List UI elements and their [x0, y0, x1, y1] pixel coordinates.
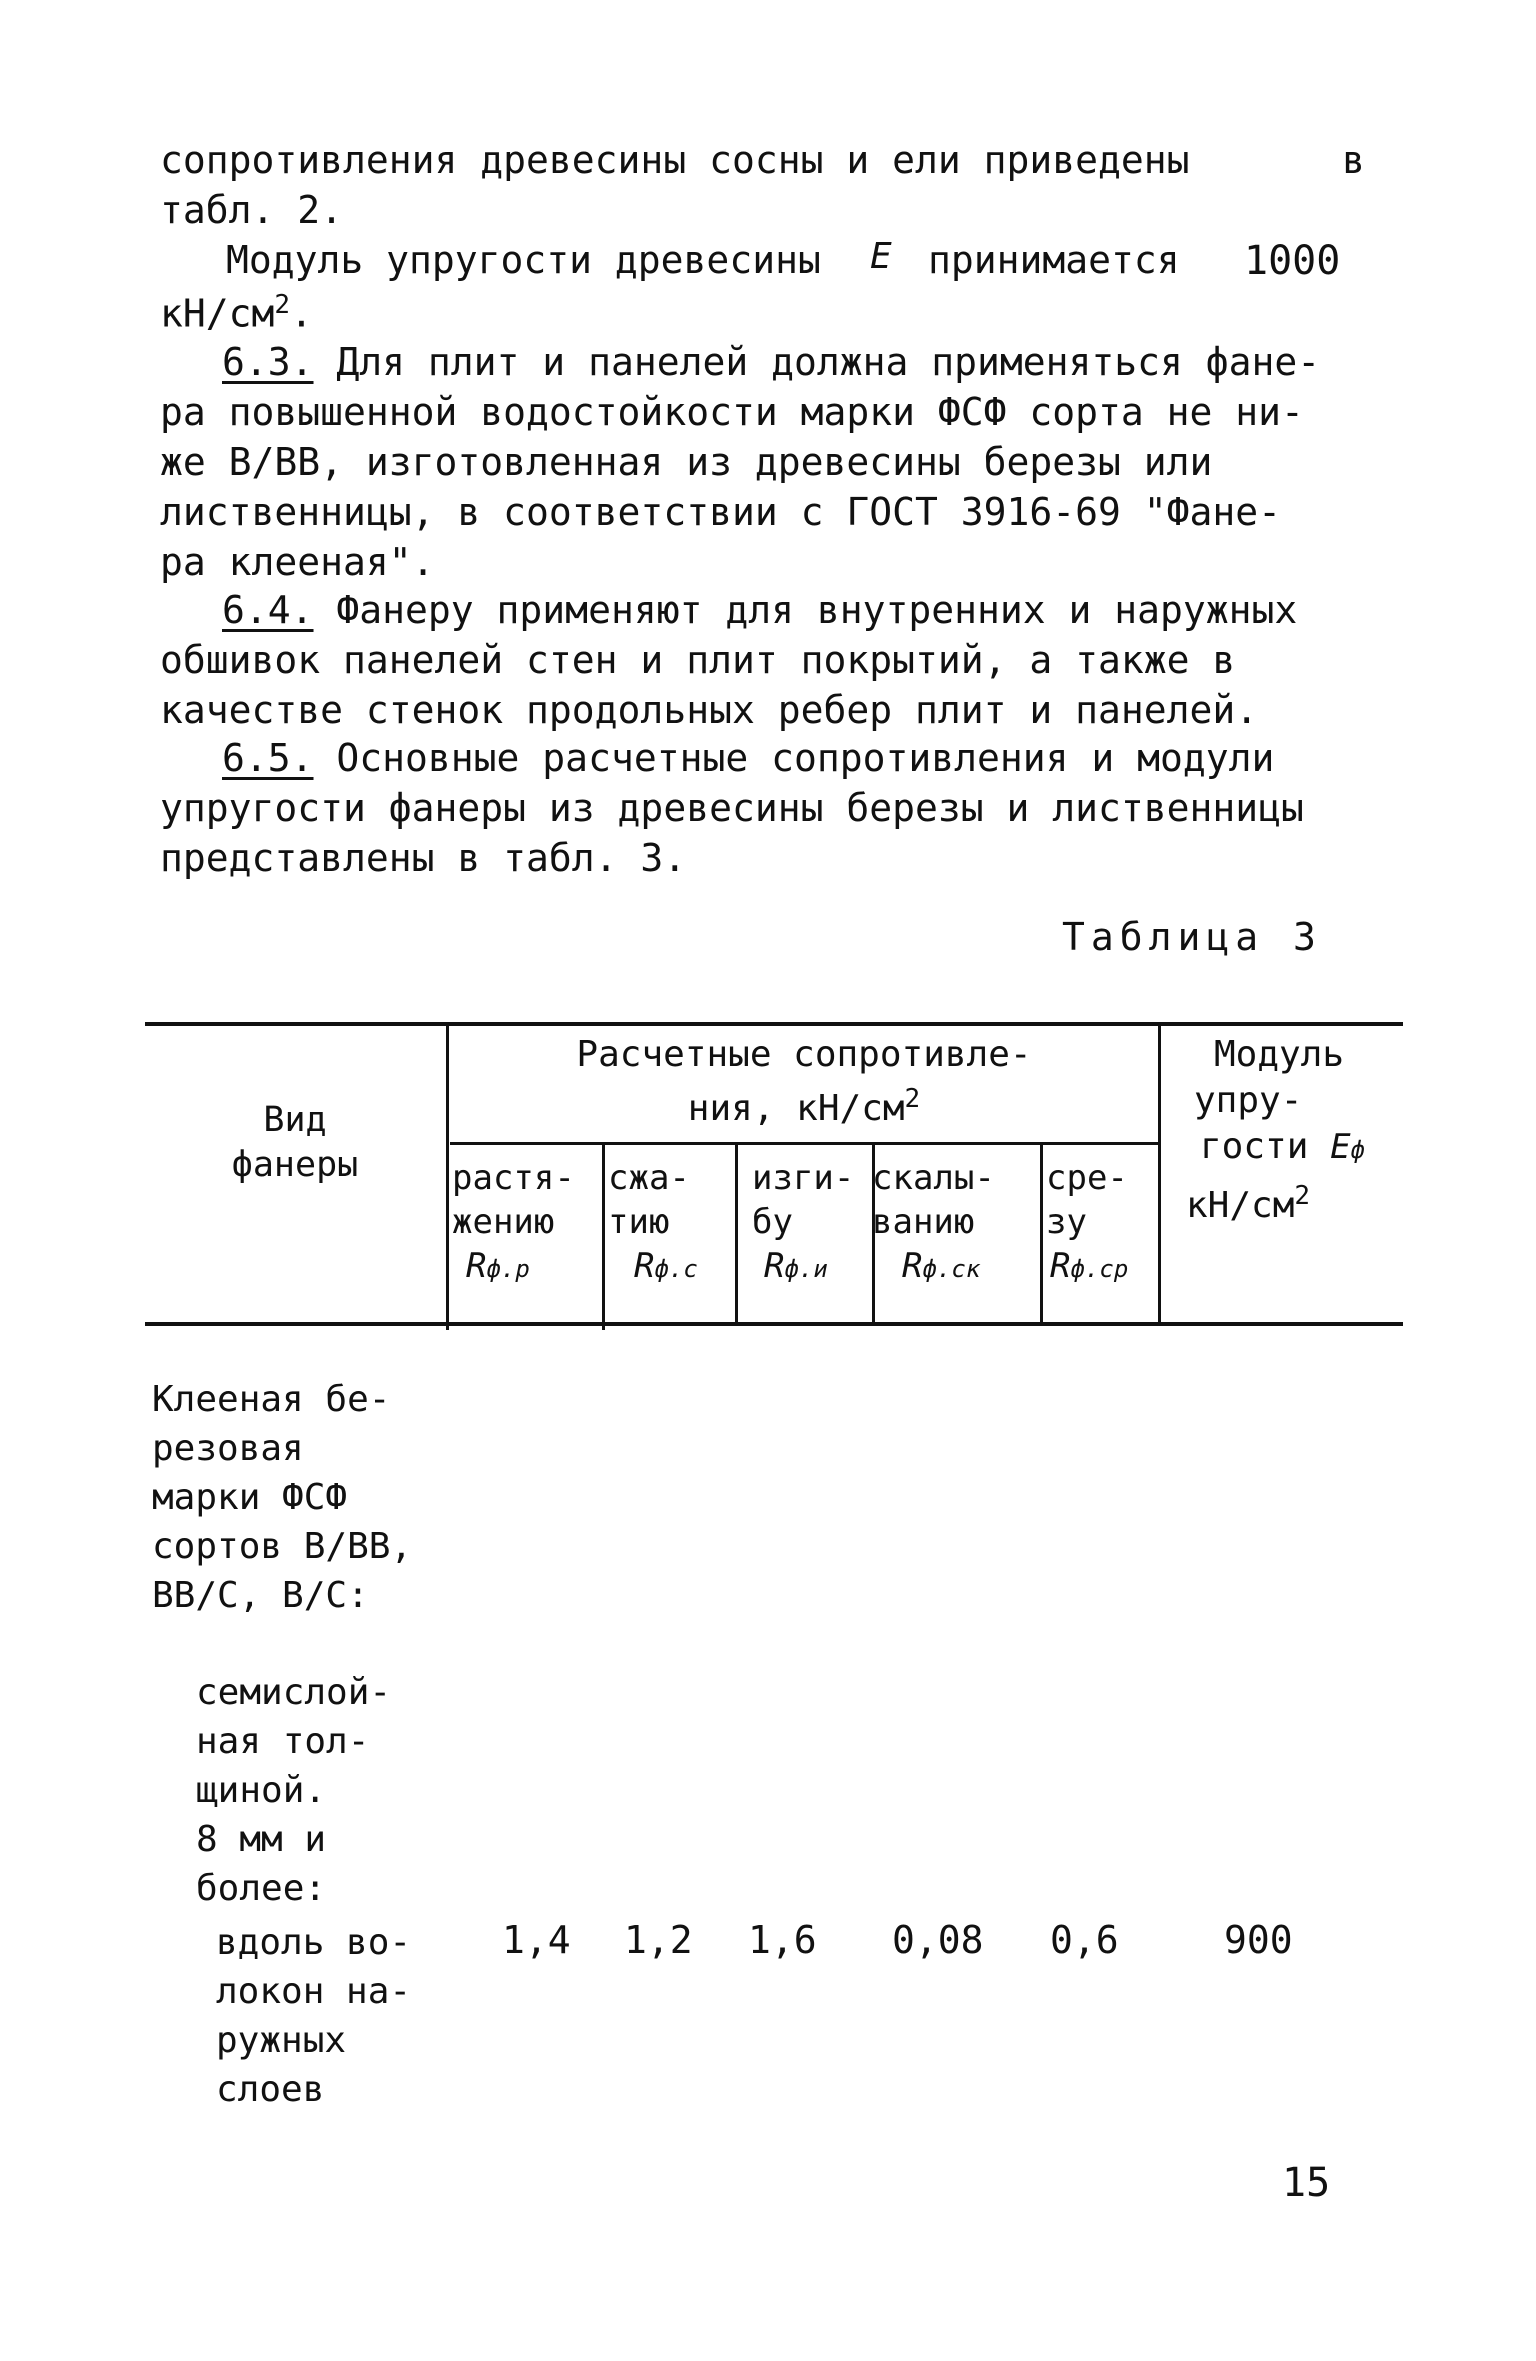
col-divider-type [446, 1024, 449, 1330]
p3-line3: же В/ВВ, изготовленная из древесины березы или [160, 440, 1213, 484]
row-group-l1: Клееная бе- [152, 1379, 391, 1420]
subcol-shearing-sub: ф.ск [922, 1255, 981, 1283]
header-modulus [1164, 1032, 1394, 1229]
value-bending: 1,6 [748, 1918, 817, 1962]
p2-line1-end: 1000 [1244, 238, 1341, 284]
row-item-l3: ружных [216, 2020, 347, 2061]
subcol-bending-sym [752, 1244, 872, 1291]
value-shear: 0,6 [1050, 1918, 1119, 1962]
subcol-shear [1046, 1156, 1158, 1291]
p1-line1: сопротивления древесины сосны и ели приведены [160, 138, 1190, 182]
subcol-bending [752, 1156, 872, 1291]
row-item-l1: вдоль во- [216, 1922, 412, 1963]
row-group-label [152, 1375, 412, 1620]
p2-line1-start: Модуль упругости древесины [226, 238, 821, 282]
header-design-resistance-l2 [452, 1077, 1156, 1131]
subcol-tension-r: R [466, 1246, 487, 1286]
p2-symbol: E [870, 236, 892, 277]
header-design-resistance-sup: 2 [904, 1084, 921, 1114]
value-shearing: 0,08 [892, 1918, 984, 1962]
p2-line1-mid: принимается [928, 238, 1180, 282]
subcol-shearing [872, 1156, 1040, 1291]
subcol-compression-l1: сжа- [608, 1158, 690, 1198]
header-modulus-l3-text: гости [1200, 1126, 1309, 1167]
subcol-shearing-l2: ванию [872, 1202, 975, 1242]
header-modulus-sup: 2 [1294, 1181, 1311, 1211]
header-design-resistance-l1: Расчетные сопротивле- [576, 1034, 1032, 1075]
subcol-bending-l1: изги- [752, 1158, 855, 1198]
value-tension: 1,4 [502, 1918, 571, 1962]
header-modulus-sub: ф [1350, 1136, 1365, 1164]
subcol-shear-l1: сре- [1046, 1158, 1128, 1198]
p2-unit: кН/см [160, 291, 275, 336]
p3-line5: ра клееная". [160, 540, 435, 584]
subcol-compression-l2: тию [608, 1202, 670, 1242]
p4-line3: качестве стенок продольных ребер плит и панелей. [160, 688, 1259, 732]
subcol-tension-l2: жению [452, 1202, 555, 1242]
table-caption: Таблица 3 [1062, 915, 1322, 959]
value-modulus: 900 [1224, 1918, 1293, 1962]
header-modulus-l1: Модуль [1213, 1034, 1345, 1075]
subcol-shear-sub: ф.ср [1070, 1255, 1129, 1283]
subcol-compression [608, 1156, 736, 1291]
group-header-rule [450, 1142, 1160, 1145]
header-modulus-l2: упру- [1194, 1080, 1303, 1121]
p2-dot: . [290, 291, 313, 336]
header-design-resistance [452, 1032, 1156, 1131]
p5-text1: Основные расчетные сопротивления и модули [336, 736, 1275, 780]
table-header-bottom-rule [145, 1322, 1403, 1326]
row-subgroup-label [196, 1668, 391, 1913]
row-item-l2: локон на- [216, 1971, 412, 2012]
header-modulus-symbol: E [1330, 1127, 1351, 1167]
subcol-compression-sym [608, 1244, 736, 1291]
p3-text1: Для плит и панелей должна применяться фане- [336, 340, 1321, 384]
subcol-shear-l2: зу [1046, 1202, 1087, 1242]
p4-line2: обшивок панелей стен и плит покрытий, а также в [160, 638, 1236, 682]
row-item-l4: слоев [216, 2069, 325, 2110]
col-divider-4 [1040, 1144, 1043, 1324]
header-plywood-type-l2: фанеры [231, 1145, 359, 1185]
row-group-l3: марки ФСФ [152, 1477, 348, 1518]
header-plywood-type [150, 1098, 440, 1188]
row-subgroup-l3: щиной. [196, 1770, 327, 1811]
header-design-resistance-unit: ния, кН/см [687, 1088, 905, 1129]
p2-line2 [160, 290, 313, 336]
header-modulus-unit: кН/см [1186, 1185, 1295, 1226]
row-subgroup-l1: семислой- [196, 1672, 392, 1713]
col-divider-1 [602, 1144, 605, 1330]
header-modulus-l3 [1164, 1124, 1394, 1173]
row-subgroup-l4: 8 мм и [196, 1819, 327, 1860]
subcol-shearing-l1: скалы- [872, 1158, 995, 1198]
subcol-bending-l2: бу [752, 1202, 793, 1242]
row-group-l5: ВВ/С, В/С: [152, 1575, 369, 1616]
header-modulus-l4 [1164, 1173, 1394, 1229]
subcol-tension-sym [452, 1244, 602, 1291]
subcol-bending-sub: ф.и [784, 1255, 828, 1283]
p5-line3: представлены в табл. 3. [160, 836, 687, 880]
header-plywood-type-l1: Вид [263, 1100, 327, 1140]
subcol-compression-r: R [634, 1246, 655, 1286]
row-subgroup-l2: ная тол- [196, 1721, 370, 1762]
p3-line2: ра повышенной водостойкости марки ФСФ сорта не ни- [160, 390, 1304, 434]
p3-line4: лиственницы, в соответствии с ГОСТ 3916-69 "Фане- [160, 490, 1282, 534]
subcol-bending-r: R [764, 1246, 785, 1286]
p5-line1 [222, 736, 1274, 780]
row-item-label [216, 1918, 411, 2114]
p2-sup: 2 [274, 290, 291, 320]
p4-text1: Фанеру применяют для внутренних и наружных [336, 588, 1298, 632]
p5-line2: упругости фанеры из древесины березы и лиственницы [160, 786, 1304, 830]
subcol-tension-sub: ф.р [486, 1255, 530, 1283]
p5-number: 6.5. [222, 736, 314, 780]
subcol-shearing-sym [872, 1244, 1040, 1291]
page-number: 15 [1282, 2160, 1331, 2206]
row-subgroup-l5: более: [196, 1868, 327, 1909]
subcol-tension [452, 1156, 602, 1291]
p4-number: 6.4. [222, 588, 314, 632]
p1-line2: табл. 2. [160, 188, 344, 232]
subcol-shearing-r: R [902, 1246, 923, 1286]
p4-line1 [222, 588, 1297, 632]
table-top-rule [145, 1022, 1403, 1026]
col-divider-modulus [1158, 1024, 1161, 1324]
p3-number: 6.3. [222, 340, 314, 384]
subcol-shear-sym [1046, 1244, 1158, 1291]
subcol-compression-sub: ф.с [654, 1255, 698, 1283]
row-group-l2: резовая [152, 1428, 304, 1469]
value-compression: 1,2 [624, 1918, 693, 1962]
p3-line1 [222, 340, 1320, 384]
subcol-tension-l1: растя- [452, 1158, 575, 1198]
p1-line1-end: в [1342, 138, 1365, 182]
subcol-shear-r: R [1050, 1246, 1071, 1286]
row-group-l4: сортов В/ВВ, [152, 1526, 413, 1567]
